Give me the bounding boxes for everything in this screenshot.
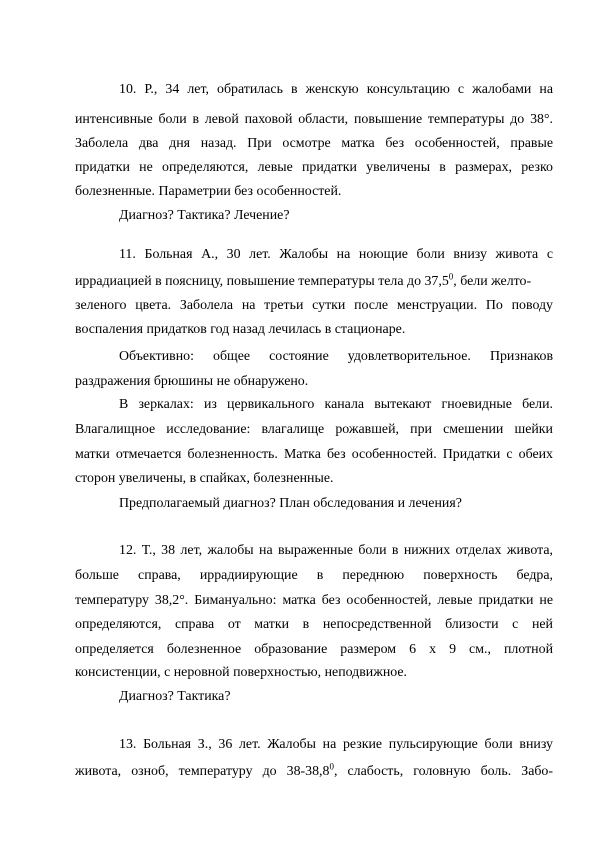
case-13-line-2-text: живота, озноб, температуру до 38-38,8 (75, 764, 330, 779)
case-12-question: Диагноз? Тактика? (119, 689, 231, 704)
case-10-line-5: болезненные. Параметрии без особенностей. (75, 184, 342, 199)
case-12-line-4: определяются, справа от матки в непосредственной близости с ней (75, 617, 553, 632)
case-12-line-5: определяется болезненное образование размером 6 х 9 см., плотной (75, 642, 553, 657)
case-11-line-8: Влагалищное исследование: влагалище рожавшей, при смешении шейки (75, 422, 553, 437)
case-10-line-3: Заболела два дня назад. При осмотре матка без особенностей, правые (75, 136, 553, 151)
case-11-line-3: зеленого цвета. Заболела на третьи сутки после менструации. По поводу (75, 298, 553, 313)
case-13-line-2 (75, 760, 553, 784)
case-11-line-7: В зеркалах: из цервикального канала вытекают гноевидные бели. (119, 397, 553, 412)
case-13-line-2-tail: , слабость, головную боль. Забо- (333, 764, 553, 779)
case-11-line-4: воспаления придатков год назад лечилась в стационаре. (75, 322, 406, 337)
case-11-line-2-tail: , бели желто- (453, 274, 532, 289)
case-13-degree-superscript: 0 (329, 761, 334, 772)
case-11-line-5: Объективно: общее состояние удовлетворительное. Признаков (119, 349, 553, 364)
case-11-line-10: сторон увеличены, в спайках, болезненные. (75, 471, 334, 486)
case-10-line-1: 10. Р., 34 лет, обратилась в женскую консультацию с жалобами на (119, 82, 553, 97)
case-12-line-3: температуру 38,2°. Бимануально: матка без особенностей, левые придатки не (75, 593, 553, 608)
case-11-line-1: 11. Больная А., 30 лет. Жалобы на ноющие боли внизу живота с (119, 247, 553, 262)
case-12-line-6: консистенции, с неровной поверхностью, неподвижное. (75, 665, 408, 680)
case-11-line-6: раздражения брюшины не обнаружено. (75, 374, 309, 389)
case-11-degree-superscript: 0 (448, 271, 454, 282)
case-11-line-9: матки отмечается болезненность. Матка без особенностей. Придатки с обеих (75, 447, 553, 462)
case-11-line-2-text: иррадиацией в поясницу, повышение температуры тела до 37,5 (75, 274, 449, 289)
case-12-line-1: 12. Т., 38 лет, жалобы на выраженные боли в нижних отделах живота, (119, 543, 553, 558)
case-13-line-1: 13. Больная З., 36 лет. Жалобы на резкие пульсирующие боли внизу (119, 737, 553, 752)
case-10-question: Диагноз? Тактика? Лечение? (119, 208, 290, 223)
case-12-line-2: больше справа, иррадиирующие в переднюю поверхность бедра, (75, 568, 553, 583)
case-10-line-2: интенсивные боли в левой паховой области, повышение температуры до 38°. (75, 112, 553, 127)
case-10-line-4: придатки не определяются, левые придатки увеличены в размерах, резко (75, 160, 553, 175)
case-11-question: Предполагаемый диагноз? План обследования и лечения? (119, 496, 462, 511)
case-11-line-2 (75, 270, 553, 294)
